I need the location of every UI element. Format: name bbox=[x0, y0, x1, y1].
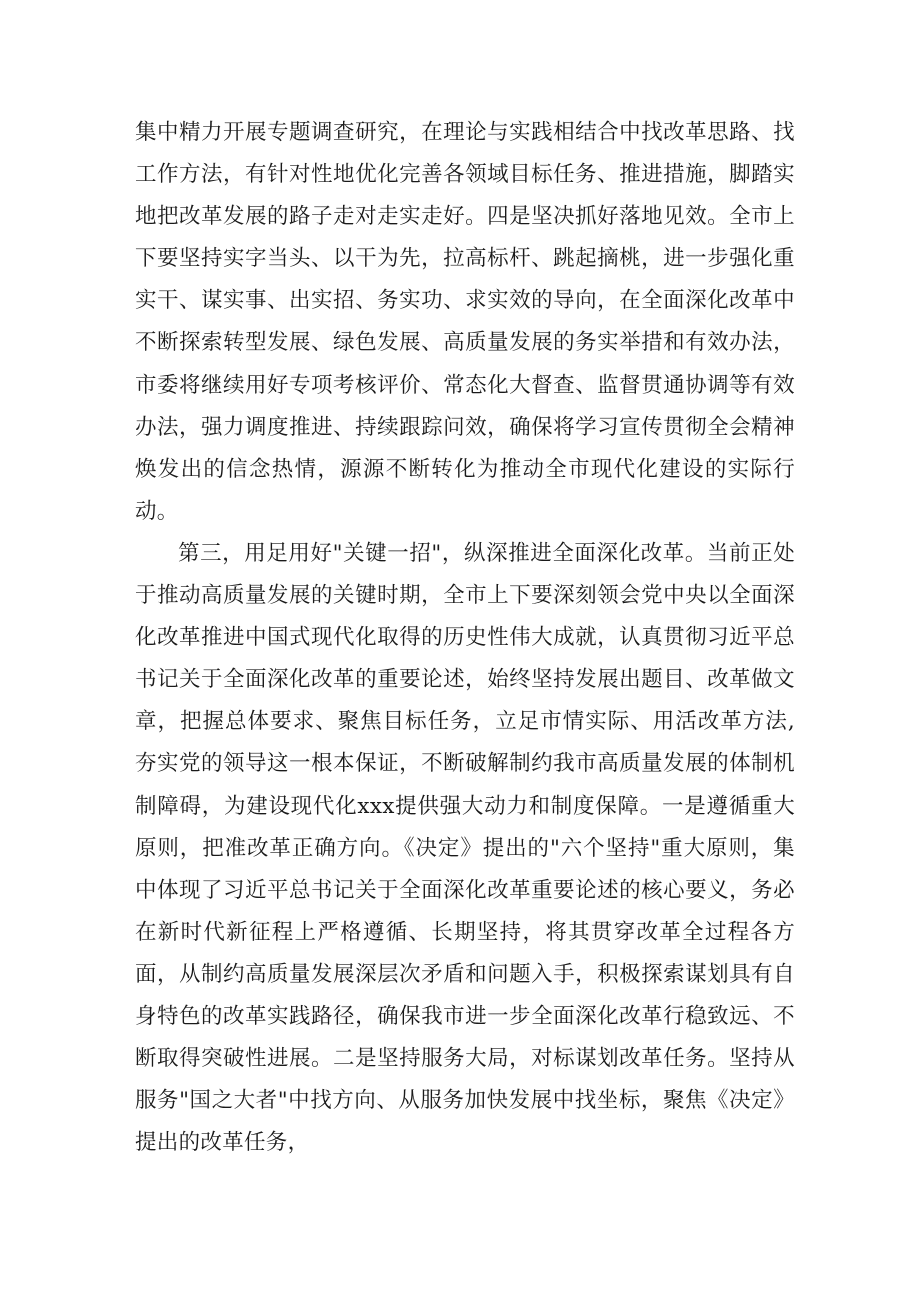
document-body bbox=[135, 112, 795, 1164]
paragraph-section-three: 第三，用足用好"关键一招"，纵深推进全面深化改革。当前正处于推动高质量发展的关键时期，全市上下要深刻领会党中央以全面深化改革推进中国式现代化取得的历史性伟大成就，认真贯彻习近平总书记关于全面深化改革的重要论述，始终坚持发展出题目、改革做文章，把握总体要求、聚焦目标任务，立足市情实际、用活改革方法,夯实党的领导这一根本保证，不断破解制约我市高质量发展的体制机制障碍，为建设现代化xxx提供强大动力和制度保障。一是遵循重大原则，把准改革正确方向。《决定》提出的"六个坚持"重大原则，集中体现了习近平总书记关于全面深化改革重要论述的核心要义，务必在新时代新征程上严格遵循、长期坚持，将其贯穿改革全过程各方面，从制约高质量发展深层次矛盾和问题入手，积极探索谋划具有自身特色的改革实践路径，确保我市进一步全面深化改革行稳致远、不断取得突破性进展。二是坚持服务大局，对标谋划改革任务。坚持从服务"国之大者"中找方向、从服务加快发展中找坐标，聚焦《决定》提出的改革任务， bbox=[135, 540, 795, 1156]
paragraph-continuation: 集中精力开展专题调查研究，在理论与实践相结合中找改革思路、找工作方法，有针对性地优化完善各领域目标任务、推进措施，脚踏实地把改革发展的路子走对走实走好。四是坚决抓好落地见效。全市上下要坚持实字当头、以干为先，拉高标杆、跳起摘桃，进一步强化重实干、谋实事、出实招、务实功、求实效的导向，在全面深化改革中不断探索转型发展、绿色发展、高质量发展的务实举措和有效办法，市委将继续用好专项考核评价、常态化大督查、监督贯通协调等有效办法，强力调度推进、持续跟踪问效，确保将学习宣传贯彻全会精神焕发出的信念热情，源源不断转化为推动全市现代化建设的实际行动。 bbox=[135, 120, 795, 524]
